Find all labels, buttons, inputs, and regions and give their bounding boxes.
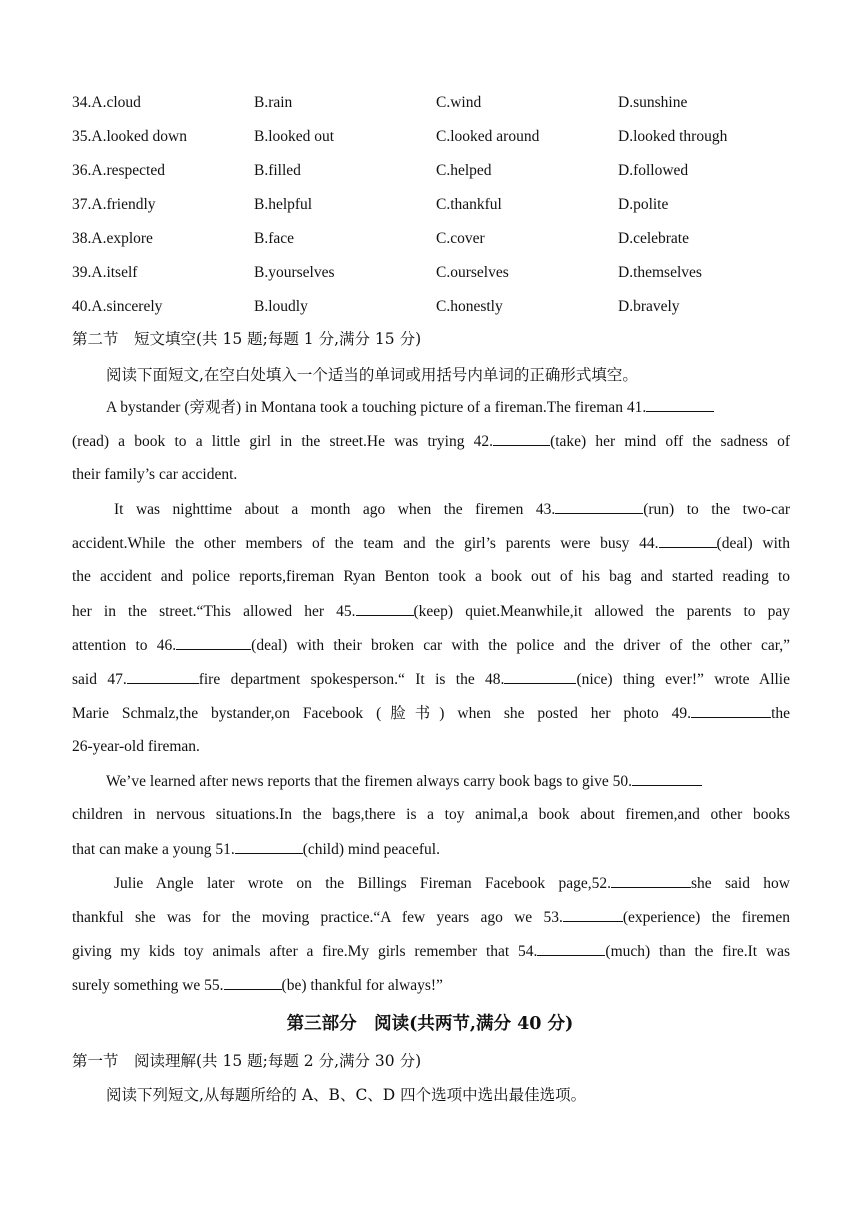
option-d[interactable]: D.polite: [618, 196, 669, 213]
option-a[interactable]: 38.A.explore: [72, 230, 153, 247]
passage-line: attention to 46. (deal) with their broken car with the police and the driver of the other car,”: [72, 634, 790, 657]
option-a[interactable]: 34.A.cloud: [72, 94, 141, 111]
option-b[interactable]: B.yourselves: [254, 264, 335, 281]
part3-title: 第三部分 阅读(共两节,满分 40 分): [286, 1014, 574, 1034]
option-a[interactable]: 37.A.friendly: [72, 196, 156, 213]
passage-line: that can make a young 51. (child) mind peaceful.: [72, 838, 790, 861]
blank-47[interactable]: [127, 668, 199, 684]
option-d[interactable]: D.themselves: [618, 264, 702, 281]
blank-45[interactable]: [356, 600, 414, 616]
option-a[interactable]: 35.A.looked down: [72, 128, 187, 145]
blank-46[interactable]: [176, 634, 251, 650]
section2-instruction: 阅读下面短文,在空白处填入一个适当的单词或用括号内单词的正确形式填空。: [106, 366, 638, 384]
option-c[interactable]: C.thankful: [436, 196, 502, 213]
blank-49[interactable]: [691, 702, 771, 718]
option-c[interactable]: C.looked around: [436, 128, 540, 145]
blank-43[interactable]: [555, 498, 643, 514]
passage-line: thankful she was for the moving practice.“A few years ago we 53. (experience) the firemen: [72, 906, 790, 929]
option-d[interactable]: D.sunshine: [618, 94, 688, 111]
blank-44[interactable]: [659, 532, 717, 548]
passage-line: We’ve learned after news reports that the firemen always carry book bags to give 50.: [106, 770, 790, 793]
blank-53[interactable]: [563, 906, 623, 922]
option-b[interactable]: B.filled: [254, 162, 301, 179]
option-d[interactable]: D.celebrate: [618, 230, 689, 247]
option-d[interactable]: D.bravely: [618, 298, 680, 315]
passage-line: It was nighttime about a month ago when the firemen 43. (run) to the two-car: [114, 498, 790, 521]
passage-line: said 47. fire department spokesperson.“ It is the 48. (nice) thing ever!” wrote Allie: [72, 668, 790, 691]
part3-section1-title: 第一节 阅读理解(共 15 题;每题 2 分,满分 30 分): [72, 1052, 422, 1070]
passage-line: children in nervous situations.In the bags,there is a toy animal,a book about firemen,and other books: [72, 806, 790, 823]
option-c[interactable]: C.ourselves: [436, 264, 509, 281]
option-b[interactable]: B.helpful: [254, 196, 313, 213]
blank-52[interactable]: [611, 872, 691, 888]
option-a[interactable]: 39.A.itself: [72, 264, 138, 281]
option-c[interactable]: C.wind: [436, 94, 482, 111]
option-c[interactable]: C.cover: [436, 230, 485, 247]
passage-line: giving my kids toy animals after a fire.My girls remember that 54. (much) than the fire.It was: [72, 940, 790, 963]
passage-line: their family’s car accident.: [72, 466, 238, 483]
passage-line: the accident and police reports,fireman Ryan Benton took a book out of his bag and started reading to: [72, 568, 790, 585]
passage-line: Marie Schmalz,the bystander,on Facebook (脸书) when she posted her photo 49. the: [72, 702, 790, 725]
option-b[interactable]: B.face: [254, 230, 295, 247]
passage-line: surely something we 55. (be) thankful for always!”: [72, 974, 790, 997]
passage-line: accident.While the other members of the team and the girl’s parents were busy 44. (deal) with: [72, 532, 790, 555]
blank-54[interactable]: [537, 940, 605, 956]
option-a[interactable]: 40.A.sincerely: [72, 298, 163, 315]
option-b[interactable]: B.rain: [254, 94, 293, 111]
passage-line: her in the street.“This allowed her 45. (keep) quiet.Meanwhile,it allowed the parents to pay: [72, 600, 790, 623]
option-a[interactable]: 36.A.respected: [72, 162, 165, 179]
option-c[interactable]: C.honestly: [436, 298, 503, 315]
section2-title: 第二节 短文填空(共 15 题;每题 1 分,满分 15 分): [72, 330, 422, 348]
blank-41[interactable]: [646, 396, 714, 412]
passage-line: 26-year-old fireman.: [72, 738, 200, 755]
option-c[interactable]: C.helped: [436, 162, 492, 179]
blank-42[interactable]: [493, 430, 550, 446]
option-d[interactable]: D.looked through: [618, 128, 728, 145]
blank-55[interactable]: [224, 974, 282, 990]
passage-line: A bystander (旁观者) in Montana took a touching picture of a fireman.The fireman 41.: [106, 396, 790, 419]
option-d[interactable]: D.followed: [618, 162, 689, 179]
blank-50[interactable]: [632, 770, 702, 786]
option-b[interactable]: B.loudly: [254, 298, 308, 315]
passage-line: (read) a book to a little girl in the street.He was trying 42. (take) her mind off the sadness of: [72, 430, 790, 453]
part3-instruction: 阅读下列短文,从每题所给的 A、B、C、D 四个选项中选出最佳选项。: [106, 1086, 587, 1104]
passage-line: Julie Angle later wrote on the Billings Fireman Facebook page,52. she said how: [114, 872, 790, 895]
blank-48[interactable]: [504, 668, 576, 684]
option-b[interactable]: B.looked out: [254, 128, 335, 145]
blank-51[interactable]: [235, 838, 303, 854]
